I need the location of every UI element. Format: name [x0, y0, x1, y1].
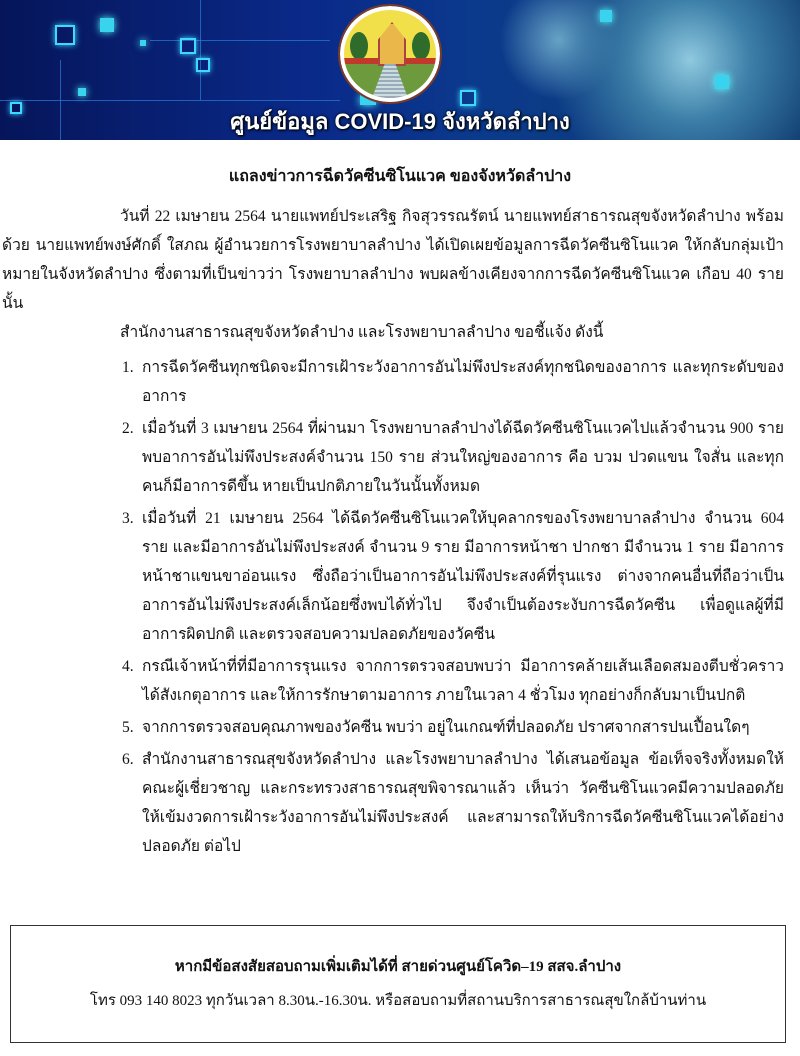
item-text: จากการตรวจสอบคุณภาพของวัคซีน พบว่า อยู่ในเกณฑ์ที่ปลอดภัย ปราศจากสารปนเปื้อนใดๆ [142, 719, 750, 736]
item-number: 6. [122, 751, 134, 768]
document-title: แถลงข่าวการฉีดวัคซีนซิโนแวค ของจังหวัดลำปาง [228, 168, 572, 185]
item-text: การฉีดวัคซีนทุกชนิดจะมีการเฝ้าระวังอาการอันไม่พึงประสงค์ทุกชนิดของอาการ และทุกระดับของอาการ [142, 359, 784, 405]
list-item [2, 353, 784, 411]
intro-paragraph: วันที่ 22 เมษายน 2564 นายแพทย์ประเสริฐ กิจสุวรรณรัตน์ นายแพทย์สาธารณสุขจังหวัดลำปาง พร้อมด้วย นายแพทย์พงษ์ศักดิ์ ใสภณ ผู้อำนวยการโรงพยาบาลลำปาง ได้เปิดเผยข้อมูลการฉีดวัคซีนซิโนแวค ให้กลับกลุ่มเป้าหมายในจังหวัดลำปาง ซึ่งตามที่เป็นข่าวว่า โรงพยาบาลลำปาง พบผลข้างเคียงจากการฉีดวัคซีนซิโนแวค เกือบ 40 ราย นั้น [2, 208, 784, 312]
document-body [2, 202, 784, 864]
contact-hotline: หากมีข้อสงสัยสอบถามเพิ่มเติมได้ที่ สายด่วนศูนย์โควิด–19 สสจ.ลำปาง [174, 959, 622, 975]
item-number: 3. [122, 510, 134, 527]
list-item [2, 745, 784, 861]
item-number: 4. [122, 658, 134, 675]
contact-phone: โทร 093 140 8023 ทุกวันเวลา 8.30น.-16.30น. หรือสอบถามที่สถานบริการสาธารณสุขใกล้บ้านท่าน [89, 993, 707, 1009]
banner [0, 0, 800, 140]
item-text: กรณีเจ้าหน้าที่ที่มีอาการรุนแรง จากการตรวจสอบพบว่า มีอาการคล้ายเส้นเลือดสมองตีบชั่วคราว ได้สังเกตุอาการ และให้การรักษาตามอาการ ภายในเวลา 4 ชั่วโมง ทุกอย่างก็กลับมาเป็นปกติ [142, 658, 784, 704]
province-emblem [340, 6, 440, 102]
list-item [2, 652, 784, 710]
item-number: 5. [122, 719, 134, 736]
list-item [2, 504, 784, 649]
lead-paragraph: สำนักงานสาธารณสุขจังหวัดลำปาง และโรงพยาบาลลำปาง ขอชี้แจ้ง ดังนี้ [120, 324, 604, 341]
clarification-list [2, 353, 784, 861]
item-text: สำนักงานสาธารณสุขจังหวัดลำปาง และโรงพยาบาลลำปาง ได้เสนอข้อมูล ข้อเท็จจริงทั้งหมดให้ คณะผู้เชี่ยวชาญ และกระทรวงสาธารณสุขพิจารณาแล้ว เห็นว่า วัคซีนซิโนแวคมีความปลอดภัย ให้เข้มงวดการเฝ้าระวังอาการอันไม่พึงประสงค์ และสามารถให้บริการฉีดวัคซีนซิโนแวคได้อย่างปลอดภัย ต่อไป [142, 751, 784, 855]
item-number: 1. [122, 359, 134, 376]
contact-box [10, 925, 786, 1043]
list-item [2, 713, 784, 742]
item-text: เมื่อวันที่ 21 เมษายน 2564 ได้ฉีดวัคซีนซิโนแวคให้บุคลากรของโรงพยาบาลลำปาง จำนวน 604 ราย และมีอาการอันไม่พึงประสงค์ จำนวน 9 ราย มีอาการหน้าชา ปากชา มีจำนวน 1 ราย มีอาการหน้าชาแขนขาอ่อนแรง ซึ่งถือว่าเป็นอาการอันไม่พึงประสงค์ที่รุนแรง ต่างจากคนอื่นที่ถือว่าเป็นอาการอันไม่พึงประสงค์เล็กน้อยซึ่งพบได้ทั่วไป จึงจำเป็นต้องระงับการฉีดวัคซีน เพื่อดูแลผู้ที่มีอาการผิดปกติ และตรวจสอบความปลอดภัยของวัคซีน [142, 510, 784, 643]
item-number: 2. [122, 420, 134, 437]
item-text: เมื่อวันที่ 3 เมษายน 2564 ที่ผ่านมา โรงพยาบาลลำปางได้ฉีดวัคซีนซิโนแวคไปแล้วจำนวน 900 ราย พบอาการอันไม่พึงประสงค์จำนวน 150 ราย ส่วนใหญ่ของอาการ คือ บวม ปวดแขน ใจสั่น และทุกคนก็มีอาการดีขึ้น หายเป็นปกติภายในวันนั้นทั้งหมด [142, 420, 784, 495]
banner-caption: ศูนย์ข้อมูล COVID-19 จังหวัดลำปาง [230, 109, 570, 134]
list-item [2, 414, 784, 501]
